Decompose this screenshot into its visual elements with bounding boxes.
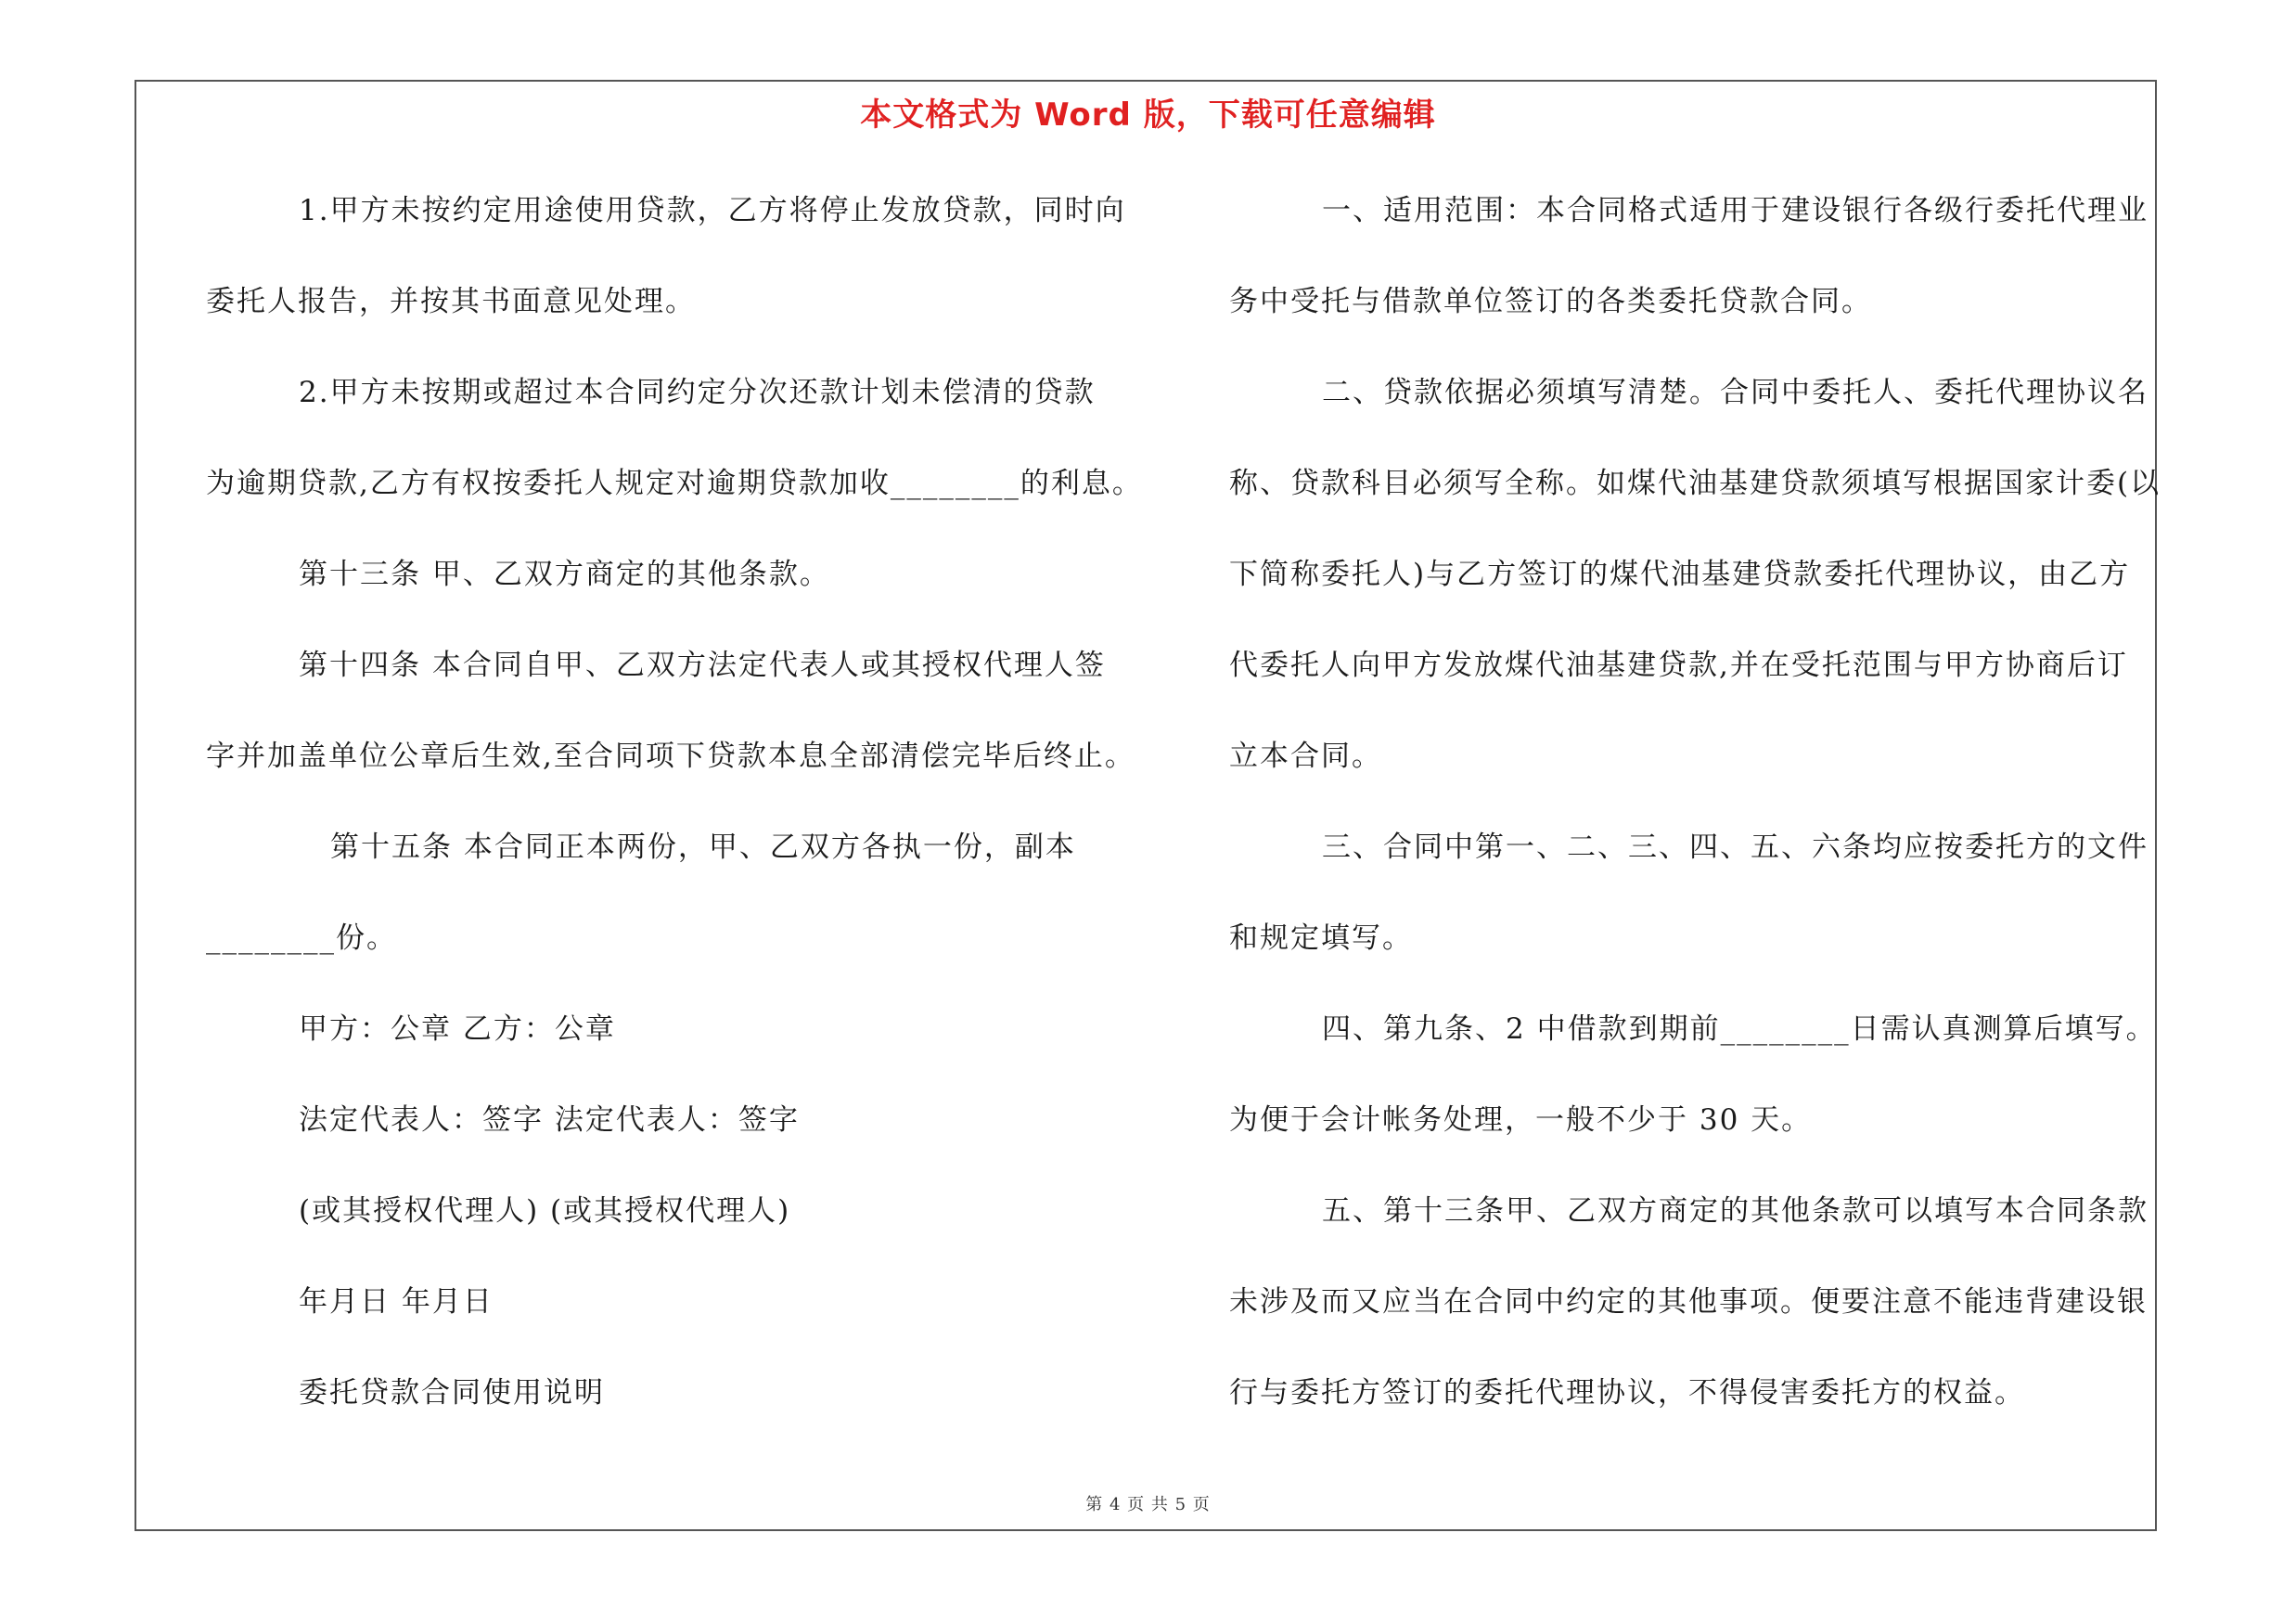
- right-column-line: 一、适用范围：本合同格式适用于建设银行各级行委托代理业: [1322, 194, 2148, 227]
- page-number-footer: 第 4 页 共 5 页: [1085, 1495, 1211, 1514]
- right-column: [1229, 165, 2161, 1438]
- left-column-line: 第十五条 本合同正本两份，甲、乙双方各执一份，副本: [330, 831, 1076, 864]
- edit-notice-banner: 本文格式为 Word 版，下载可任意编辑: [860, 97, 1436, 134]
- left-column-line: 法定代表人：签字 法定代表人：签字: [299, 1103, 800, 1137]
- right-column-line: 为便于会计帐务处理，一般不少于 30 天。: [1229, 1103, 1813, 1137]
- right-column-line: 代委托人向甲方发放煤代油基建贷款,并在受托范围与甲方协商后订: [1229, 649, 2128, 682]
- right-column-line: 称、贷款科目必须写全称。如煤代油基建贷款须填写根据国家计委(以: [1229, 467, 2161, 500]
- right-column-line: 行与委托方签订的委托代理协议，不得侵害委托方的权益。: [1229, 1376, 2025, 1410]
- left-column-line: 年月日 年月日: [299, 1285, 494, 1319]
- right-column-line: 立本合同。: [1229, 740, 1382, 773]
- left-column-line: ________份。: [206, 921, 397, 955]
- left-column-line: (或其授权代理人) (或其授权代理人): [299, 1194, 791, 1228]
- left-column-line: 委托人报告，并按其书面意见处理。: [206, 285, 696, 318]
- left-column-line: 1.甲方未按约定用途使用贷款，乙方将停止发放贷款，同时向: [299, 194, 1126, 227]
- left-column-line: 第十四条 本合同自甲、乙双方法定代表人或其授权代理人签: [299, 649, 1106, 682]
- right-column-line: 和规定填写。: [1229, 921, 1413, 955]
- left-column-line: 第十三条 甲、乙双方商定的其他条款。: [299, 558, 830, 591]
- left-column-line: 甲方：公章 乙方：公章: [299, 1012, 616, 1046]
- right-column-line: 四、第九条、2 中借款到期前________日需认真测算后填写。: [1322, 1012, 2157, 1046]
- left-column-line: 为逾期贷款,乙方有权按委托人规定对逾期贷款加收________的利息。: [206, 467, 1143, 500]
- left-column-line: 委托贷款合同使用说明: [299, 1376, 605, 1410]
- right-column-line: 三、合同中第一、二、三、四、五、六条均应按委托方的文件: [1322, 831, 2148, 864]
- left-column-line: 字并加盖单位公章后生效,至合同项下贷款本息全部清偿完毕后终止。: [206, 740, 1135, 773]
- right-column-line: 五、第十三条甲、乙双方商定的其他条款可以填写本合同条款: [1322, 1194, 2148, 1228]
- right-column-line: 务中受托与借款单位签订的各类委托贷款合同。: [1229, 285, 1872, 318]
- right-column-line: 二、贷款依据必须填写清楚。合同中委托人、委托代理协议名: [1322, 376, 2148, 409]
- left-column: [206, 165, 1143, 1438]
- right-column-line: 下简称委托人)与乙方签订的煤代油基建贷款委托代理协议，由乙方: [1229, 558, 2131, 591]
- left-column-line: 2.甲方未按期或超过本合同约定分次还款计划未偿清的贷款: [299, 376, 1096, 409]
- right-column-line: 未涉及而又应当在合同中约定的其他事项。便要注意不能违背建设银: [1229, 1285, 2148, 1319]
